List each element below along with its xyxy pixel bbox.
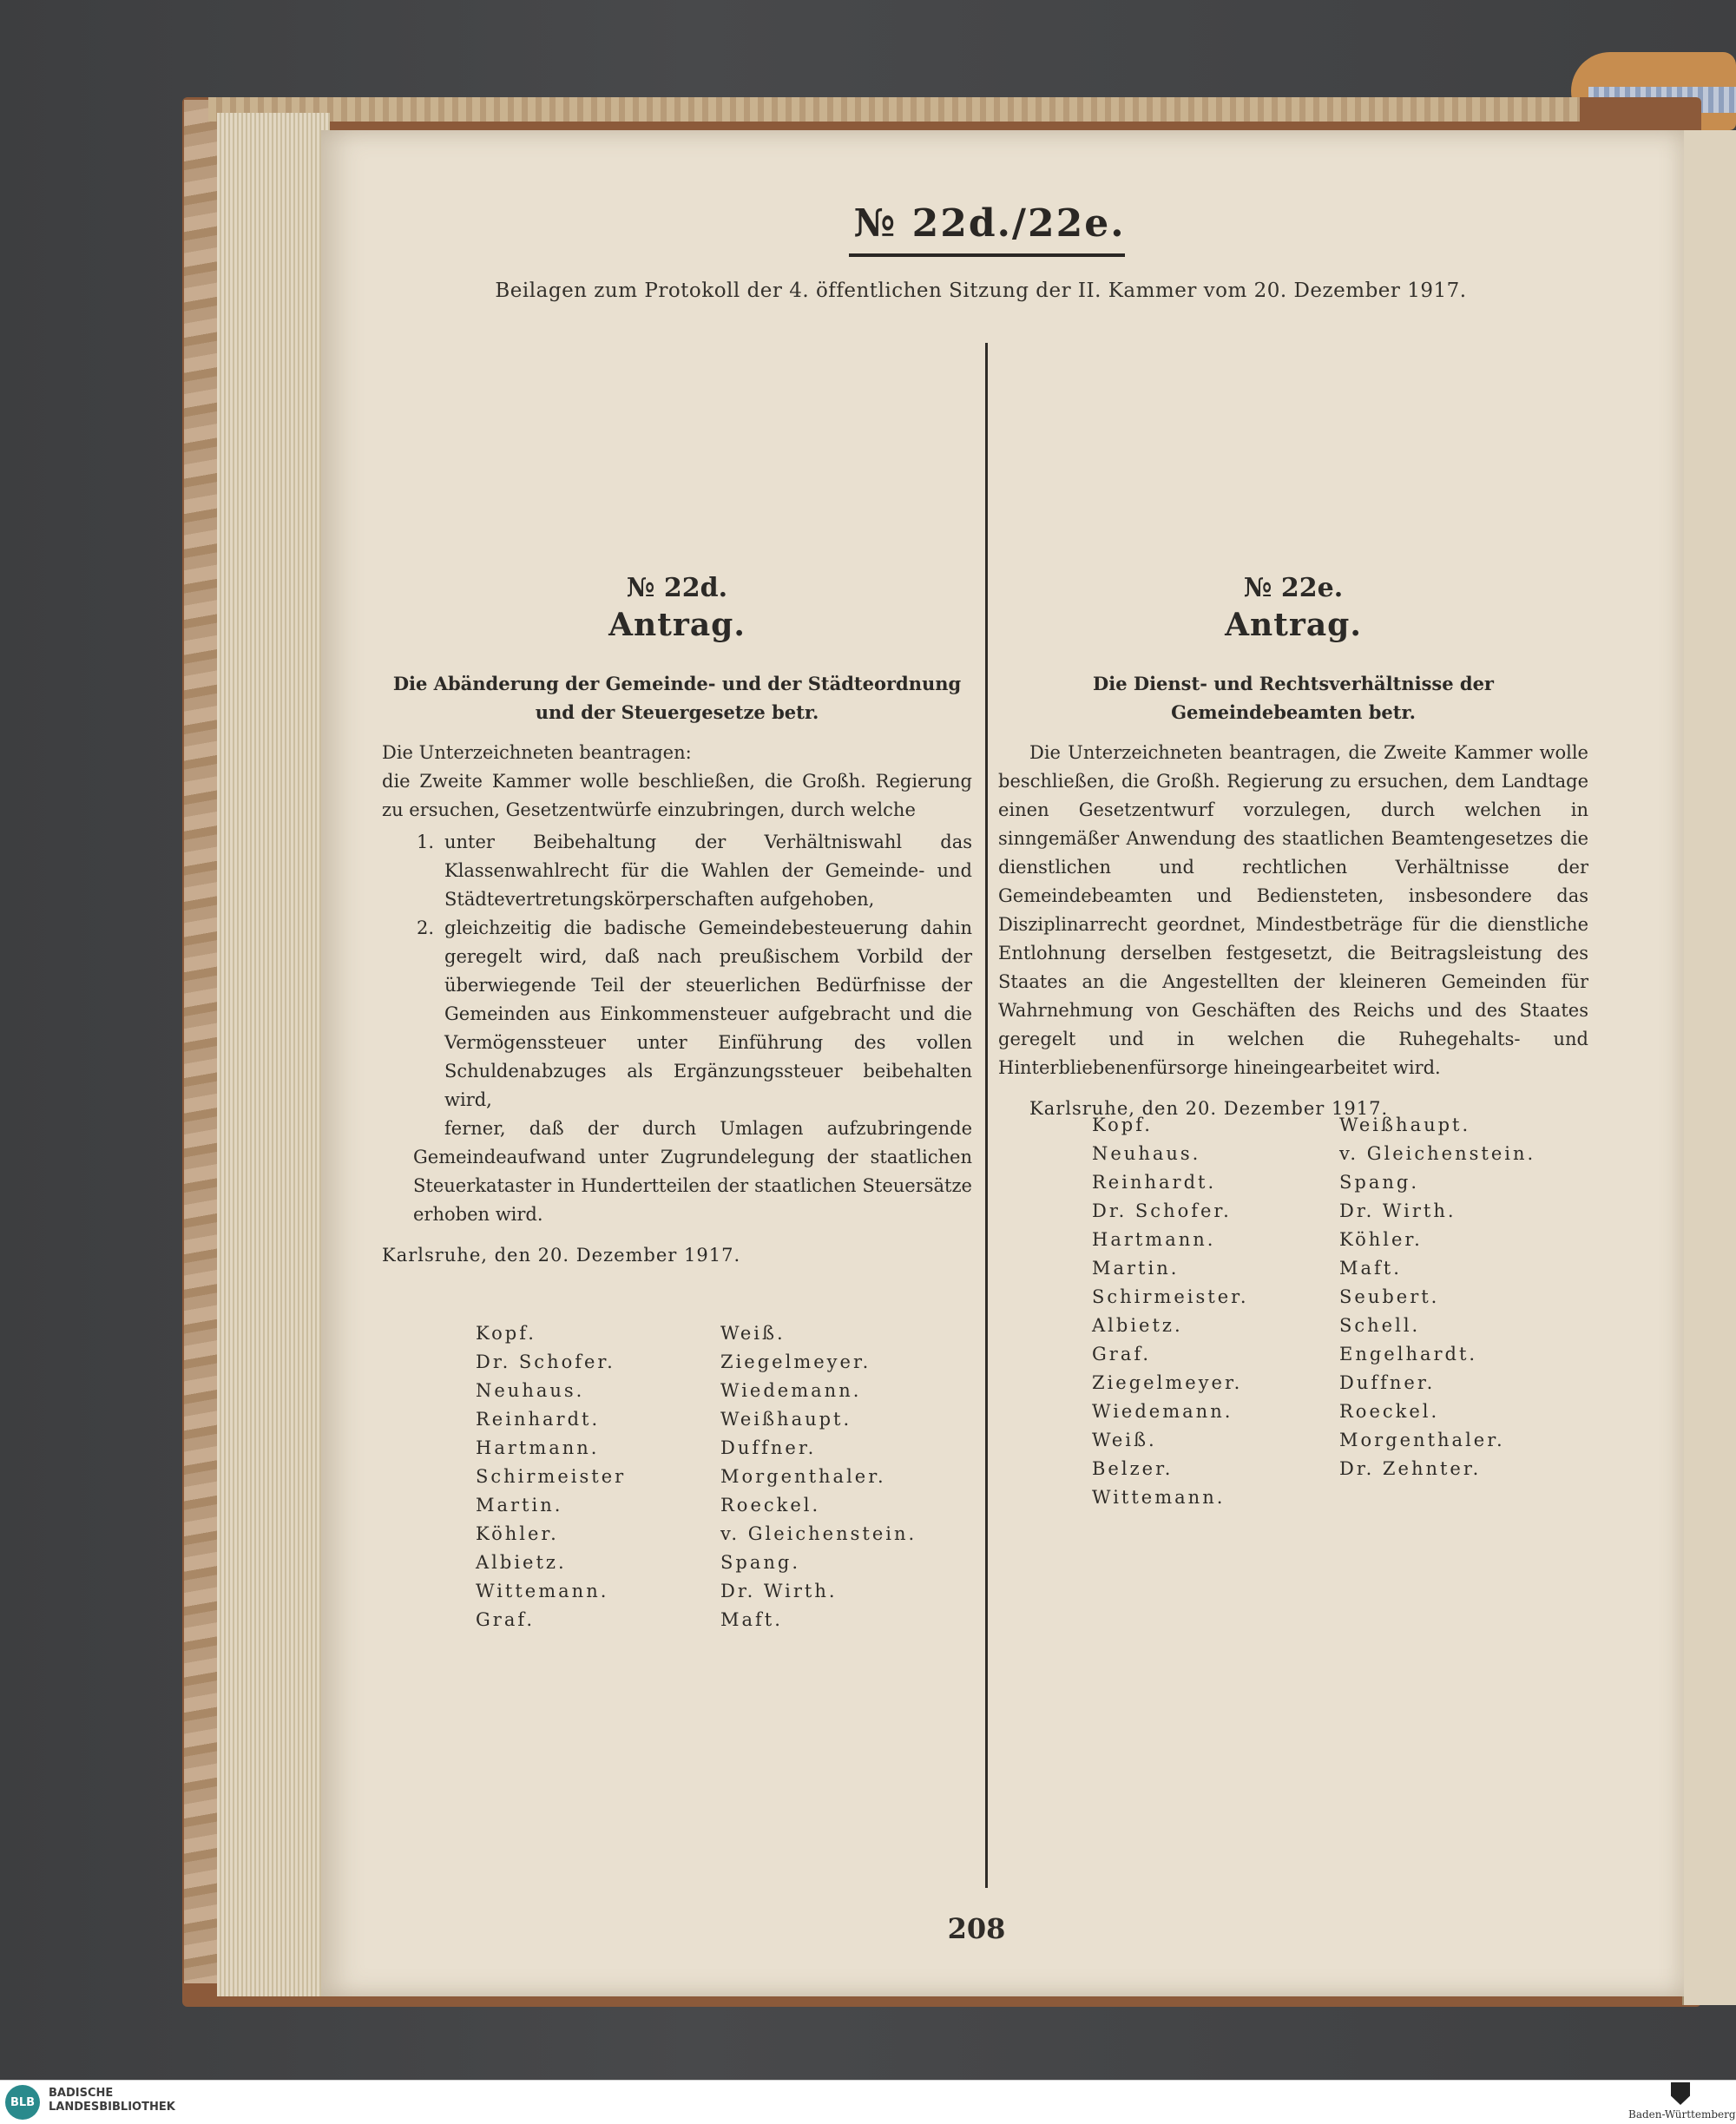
- signature: Reinhardt.: [476, 1409, 601, 1430]
- right-place-date: Karlsruhe, den 20. Dezember 1917.: [1029, 1098, 1389, 1119]
- signature: Duffner.: [720, 1437, 817, 1458]
- signature: Neuhaus.: [476, 1380, 585, 1401]
- left-items: [382, 828, 972, 1115]
- blb-logo-icon[interactable]: [5, 2085, 40, 2120]
- list-item-number: 1.: [417, 832, 435, 852]
- cover-marble-edge: [184, 100, 219, 1983]
- page-stack: [217, 113, 330, 1996]
- signature: Schirmeister: [476, 1466, 627, 1487]
- list-item-text: unter Beibehaltung der Verhältniswahl das Klassenwahlrecht für die Wahlen der Gemeinde- und Städtevertretungskörperschaften aufgehoben,: [444, 832, 972, 910]
- signature: Reinhardt.: [1092, 1172, 1217, 1193]
- signature: Dr. Wirth.: [720, 1581, 838, 1601]
- right-signatures-a: [1092, 1111, 1249, 1512]
- footer-bar: [0, 2080, 1736, 2124]
- signature: Maft.: [1339, 1258, 1402, 1279]
- signature: Wiedemann.: [1092, 1401, 1233, 1422]
- left-heading: Antrag.: [608, 607, 746, 643]
- list-item-number: 2.: [417, 917, 435, 938]
- blb-logo-text: BLB: [10, 2095, 36, 2109]
- right-heading: Antrag.: [1225, 607, 1362, 643]
- signature: Roeckel.: [720, 1495, 821, 1516]
- page-number: 208: [947, 1912, 1006, 1945]
- left-closing: ferner, daß der durch Umlagen aufzubringende Gemeindeaufwand unter Zugrundelegung der staatlichen Steuerkataster in Hundertteilen der staatlichen Steuersätze erhoben wird.: [413, 1118, 972, 1225]
- signature: Martin.: [476, 1495, 563, 1516]
- signature: Neuhaus.: [1092, 1143, 1201, 1164]
- signature: Weiß.: [1092, 1430, 1157, 1450]
- signature: Duffner.: [1339, 1372, 1436, 1393]
- signature: v. Gleichenstein.: [720, 1523, 917, 1544]
- library-name[interactable]: [49, 2087, 175, 2114]
- signature: Ziegelmeyer.: [720, 1351, 871, 1372]
- signature: Weißhaupt.: [720, 1409, 852, 1430]
- signature: Dr. Zehnter.: [1339, 1458, 1482, 1479]
- left-number: № 22d.: [626, 573, 728, 603]
- signature: Hartmann.: [1092, 1229, 1216, 1250]
- left-signatures-b: [720, 1319, 917, 1634]
- left-topic: [382, 669, 972, 727]
- document-subtitle: Beilagen zum Protokoll der 4. öffentlichen Sitzung der II. Kammer vom 20. Dezember 1917.: [495, 279, 1467, 302]
- signature: Albietz.: [476, 1552, 567, 1573]
- left-topic-line2: und der Steuergesetze betr.: [535, 701, 819, 723]
- signature: Schirmeister.: [1092, 1286, 1249, 1307]
- signature: Köhler.: [476, 1523, 559, 1544]
- facing-page-edge: [1682, 130, 1736, 2005]
- signature: Schell.: [1339, 1315, 1421, 1336]
- signature: Dr. Wirth.: [1339, 1200, 1457, 1221]
- signature: v. Gleichenstein.: [1339, 1143, 1536, 1164]
- left-place-date: Karlsruhe, den 20. Dezember 1917.: [382, 1245, 741, 1266]
- right-topic: Die Dienst- und Rechtsverhältnisse der Gemeindebeamten betr.: [1093, 673, 1494, 723]
- signature: Köhler.: [1339, 1229, 1423, 1250]
- signature: Graf.: [476, 1609, 536, 1630]
- signature: Kopf.: [1092, 1115, 1153, 1135]
- signature: Wiedemann.: [720, 1380, 862, 1401]
- list-item: [382, 828, 972, 914]
- signature: Wittemann.: [476, 1581, 609, 1601]
- library-name-line2: LANDESBIBLIOTHEK: [49, 2101, 175, 2114]
- signature: Martin.: [1092, 1258, 1180, 1279]
- right-number: № 22e.: [1243, 573, 1344, 603]
- signature: Morgenthaler.: [1339, 1430, 1505, 1450]
- book-top-edge: [208, 97, 1580, 122]
- library-name-line1: BADISCHE: [49, 2087, 114, 2100]
- right-signatures-b: [1339, 1111, 1535, 1483]
- signature: Weißhaupt.: [1339, 1115, 1471, 1135]
- right-body: Die Unterzeichneten beantragen, die Zweite Kammer wolle beschließen, die Großh. Regierung zu ersuchen, dem Landtage einen Gesetzentwurf vorzulegen, durch welchen in sinngemäßer Anwendung des staatlichen Beamtengesetzes die dienstlichen und rechtlichen Verhältnisse der Gemeindebeamten und Bediensteten, insbesondere das Disziplinarrecht geordnet, Mindestbeträge für die dienstliche Entlohnung derselben festgesetzt, die Beitragsleistung des Staates an die Angestellten der kleineren Gemeinden für Wahrnehmung von Geschäften des Reichs und des Staates geregelt und in welchen die Ruhegehalts- und Hinterbliebenenfürsorge hineingearbeitet wird.: [998, 742, 1588, 1078]
- signature: Kopf.: [476, 1323, 536, 1344]
- signature: Roeckel.: [1339, 1401, 1440, 1422]
- signature: Wittemann.: [1092, 1487, 1226, 1508]
- signature: Albietz.: [1092, 1315, 1183, 1336]
- signature: Seubert.: [1339, 1286, 1440, 1307]
- signature: Spang.: [1339, 1172, 1419, 1193]
- signature: Dr. Schofer.: [476, 1351, 615, 1372]
- right-column: [998, 573, 1588, 1123]
- title-underline: [849, 253, 1125, 257]
- left-column: [382, 573, 972, 1270]
- signature: Belzer.: [1092, 1458, 1174, 1479]
- document-number: № 22d./22e.: [853, 201, 1126, 246]
- list-item-text: gleichzeitig die badische Gemeindebesteuerung dahin geregelt wird, daß nach preußischem Vorbild der überwiegende Teil der steuerlichen Bedürfnisse der Gemeinden aus Einkommensteuer aufgebracht und die Vermögenssteuer unter Einführung des vollen Schuldenabzuges als Ergänzungssteuer beibehalten wird,: [444, 917, 972, 1110]
- signature: Dr. Schofer.: [1092, 1200, 1232, 1221]
- column-divider: [985, 343, 988, 1888]
- list-item: [382, 914, 972, 1115]
- signature: Ziegelmeyer.: [1092, 1372, 1243, 1393]
- left-signatures-a: [476, 1319, 626, 1634]
- left-intro: Die Unterzeichneten beantragen:: [382, 742, 692, 763]
- signature: Hartmann.: [476, 1437, 600, 1458]
- signature: Engelhardt.: [1339, 1344, 1478, 1364]
- signature: Maft.: [720, 1609, 783, 1630]
- signature: Graf.: [1092, 1344, 1152, 1364]
- left-body: die Zweite Kammer wolle beschließen, die Großh. Regierung zu ersuchen, Gesetzentwürfe einzubringen, durch welche: [382, 771, 972, 820]
- signature: Morgenthaler.: [720, 1466, 886, 1487]
- signature: Weiß.: [720, 1323, 786, 1344]
- signature: Spang.: [720, 1552, 800, 1573]
- left-topic-line1: Die Abänderung der Gemeinde- und der Städteordnung: [392, 673, 962, 694]
- state-name: Baden-Württemberg: [1628, 2108, 1736, 2121]
